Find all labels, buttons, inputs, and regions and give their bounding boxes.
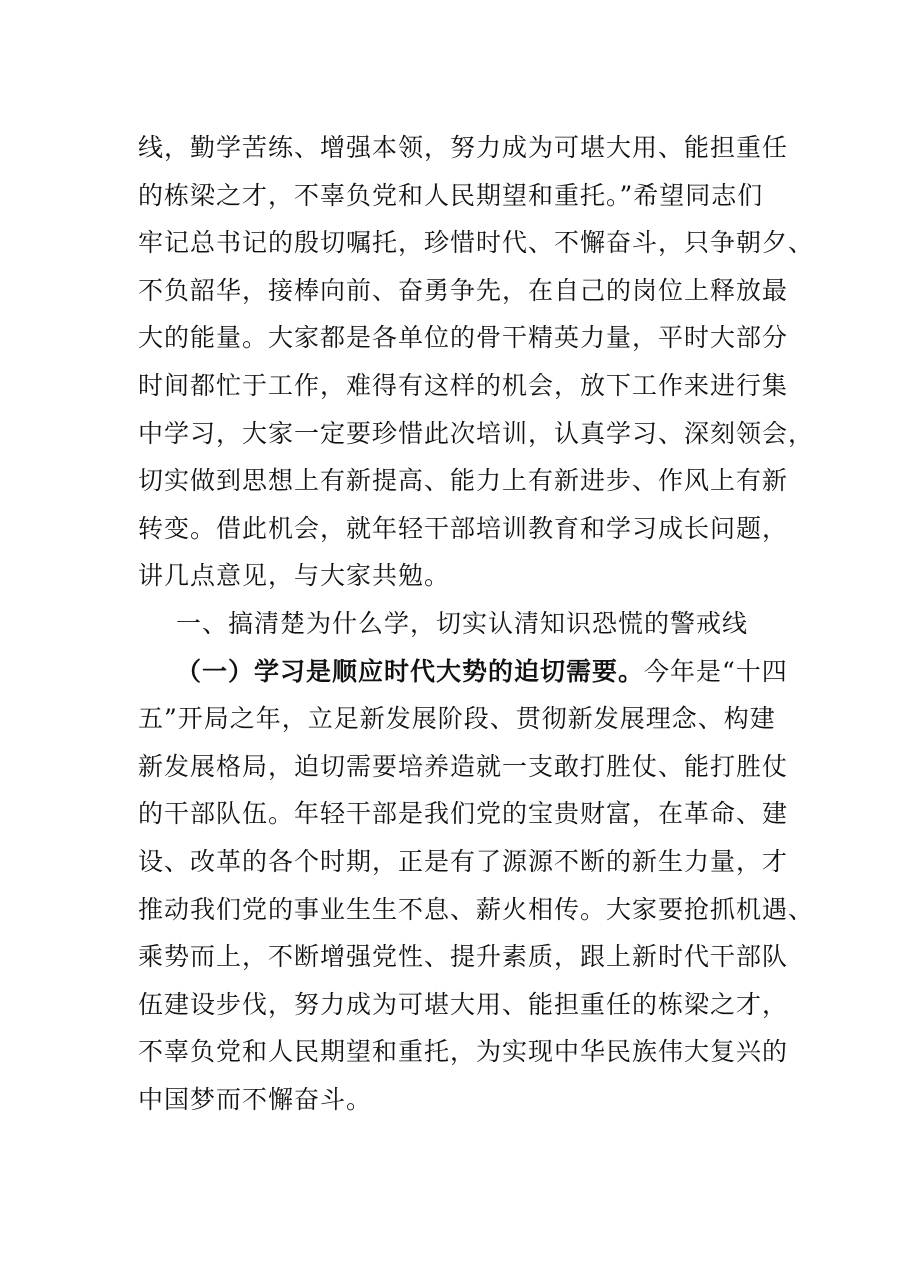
- body-line: 讲几点意见，与大家共勉。: [138, 561, 451, 591]
- subsection-line: 五”开局之年，立足新发展阶段、贯彻新发展理念、构建: [138, 704, 776, 734]
- subsection-line: 的干部队伍。年轻干部是我们党的宝贵财富，在革命、建: [138, 799, 789, 829]
- subsection-line: 伍建设步伐，努力成为可堪大用、能担重任的栋梁之才，: [138, 989, 789, 1019]
- subsection-text: 今年是“十四: [644, 656, 788, 686]
- subsection-heading: （一）学习是顺应时代大势的迫切需要。: [176, 656, 645, 686]
- subsection-line: 中国梦而不懈奋斗。: [138, 1084, 373, 1114]
- subsection-line: 乘势而上，不断增强党性、提升素质，跟上新时代干部队: [138, 942, 789, 972]
- body-line: 牢记总书记的殷切嘱托，珍惜时代、不懈奋斗，只争朝夕、: [138, 228, 815, 258]
- subsection-line: 设、改革的各个时期，正是有了源源不断的新生力量，才: [138, 846, 789, 876]
- body-line: 转变。借此机会，就年轻干部培训教育和学习成长问题，: [138, 513, 789, 543]
- body-line: 切实做到思想上有新提高、能力上有新进步、作风上有新: [138, 466, 789, 496]
- subsection-line: 推动我们党的事业生生不息、薪火相传。大家要抢抓机遇、: [138, 894, 815, 924]
- body-line: 线，勤学苦练、增强本领，努力成为可堪大用、能担重任: [138, 133, 789, 162]
- body-line: 中学习，大家一定要珍惜此次培训，认真学习、深刻领会，: [138, 418, 815, 448]
- body-text: [138, 124, 815, 1123]
- subsection-line: 新发展格局，迫切需要培养造就一支敢打胜仗、能打胜仗: [138, 751, 789, 781]
- body-line: 不负韶华，接棒向前、奋勇争先，在自己的岗位上释放最: [138, 275, 789, 305]
- subsection-first-line: [138, 648, 788, 696]
- body-line: 的栋梁之才，不辜负党和人民期望和重托。”希望同志们: [138, 180, 764, 210]
- section-heading: 一、搞清楚为什么学，切实认清知识恐慌的警戒线: [176, 608, 749, 638]
- body-line: 时间都忙于工作，难得有这样的机会，放下工作来进行集: [138, 370, 789, 400]
- subsection-line: 不辜负党和人民期望和重托，为实现中华民族伟大复兴的: [138, 1037, 789, 1067]
- body-line: 大的能量。大家都是各单位的骨干精英力量，平时大部分: [138, 323, 789, 353]
